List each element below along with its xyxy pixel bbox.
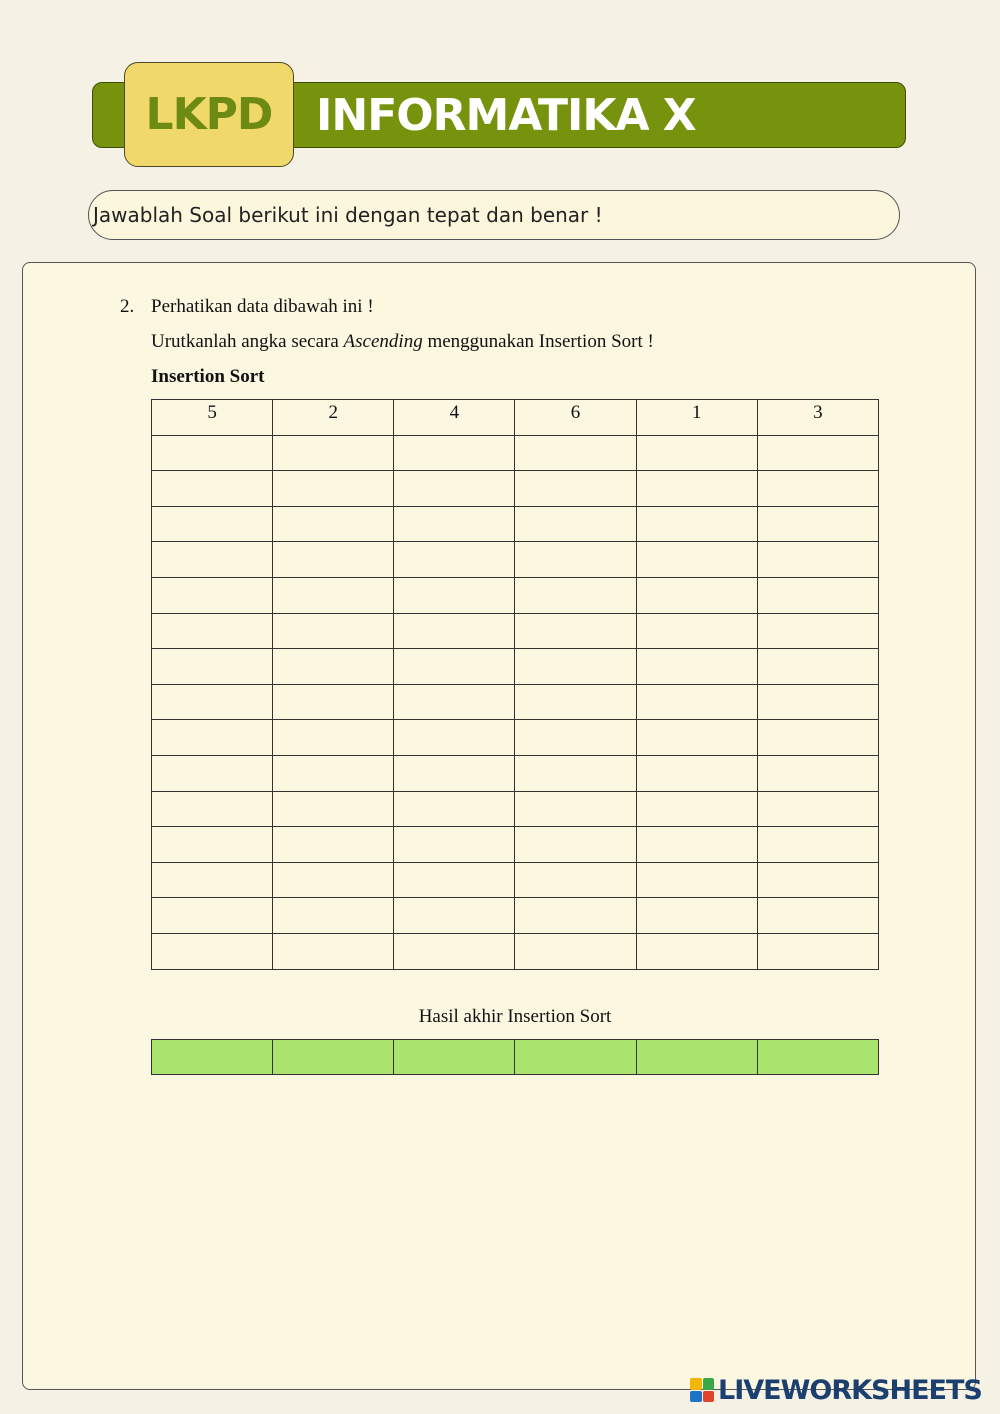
answer-cell[interactable] — [152, 471, 273, 507]
answer-cell[interactable] — [515, 435, 636, 471]
insertion-sort-table — [151, 399, 879, 970]
answer-cell[interactable] — [152, 684, 273, 720]
answer-cell[interactable] — [394, 435, 515, 471]
result-cell[interactable] — [394, 1040, 515, 1075]
answer-cell[interactable] — [515, 542, 636, 578]
initial-data-row — [152, 400, 879, 436]
lkpd-badge — [124, 62, 294, 167]
answer-cell[interactable] — [757, 862, 878, 898]
answer-cell[interactable] — [757, 898, 878, 934]
answer-cell[interactable] — [636, 827, 757, 863]
answer-cell[interactable] — [636, 862, 757, 898]
logo-square — [690, 1391, 702, 1403]
answer-cell[interactable] — [273, 506, 394, 542]
answer-cell[interactable] — [636, 506, 757, 542]
logo-square — [703, 1391, 715, 1403]
initial-value-cell: 6 — [515, 400, 636, 436]
answer-cell[interactable] — [515, 649, 636, 685]
result-cell[interactable] — [757, 1040, 878, 1075]
answer-cell[interactable] — [636, 898, 757, 934]
answer-cell[interactable] — [636, 720, 757, 756]
answer-cell[interactable] — [394, 720, 515, 756]
answer-cell[interactable] — [152, 506, 273, 542]
answer-cell[interactable] — [636, 471, 757, 507]
answer-cell[interactable] — [152, 933, 273, 969]
answer-cell[interactable] — [515, 827, 636, 863]
answer-row — [152, 577, 879, 613]
answer-cell[interactable] — [273, 933, 394, 969]
answer-row — [152, 755, 879, 791]
result-label: Hasil akhir Insertion Sort — [418, 1006, 612, 1027]
answer-cell[interactable] — [273, 755, 394, 791]
answer-cell[interactable] — [273, 542, 394, 578]
answer-cell[interactable] — [273, 471, 394, 507]
result-row — [152, 1040, 879, 1075]
ascending-term: Ascending — [343, 331, 423, 352]
answer-cell[interactable] — [152, 862, 273, 898]
initial-value-cell: 3 — [757, 400, 878, 436]
answer-cell[interactable] — [394, 791, 515, 827]
answer-cell[interactable] — [152, 649, 273, 685]
answer-row — [152, 613, 879, 649]
answer-row — [152, 720, 879, 756]
answer-cell[interactable] — [515, 791, 636, 827]
answer-cell[interactable] — [152, 542, 273, 578]
answer-cell[interactable] — [394, 755, 515, 791]
initial-value-cell: 1 — [636, 400, 757, 436]
answer-cell[interactable] — [394, 649, 515, 685]
answer-cell[interactable] — [273, 898, 394, 934]
instruction-banner: Jawablah Soal berikut ini dengan tepat dan benar ! — [88, 190, 900, 240]
answer-cell[interactable] — [152, 827, 273, 863]
answer-cell[interactable] — [273, 791, 394, 827]
answer-cell[interactable] — [757, 506, 878, 542]
question-number: 2. — [120, 296, 135, 317]
answer-cell[interactable] — [757, 791, 878, 827]
answer-row — [152, 791, 879, 827]
answer-cell[interactable] — [394, 613, 515, 649]
answer-cell[interactable] — [515, 613, 636, 649]
answer-row — [152, 933, 879, 969]
page-title: INFORMATIKA X — [316, 90, 696, 141]
answer-cell[interactable] — [636, 649, 757, 685]
answer-cell[interactable] — [757, 827, 878, 863]
result-cell[interactable] — [273, 1040, 394, 1075]
answer-cell[interactable] — [273, 684, 394, 720]
answer-cell[interactable] — [152, 613, 273, 649]
badge-label: LKPD — [145, 89, 273, 140]
answer-cell[interactable] — [757, 435, 878, 471]
answer-cell[interactable] — [394, 577, 515, 613]
answer-cell[interactable] — [394, 827, 515, 863]
answer-cell[interactable] — [273, 613, 394, 649]
answer-cell[interactable] — [515, 577, 636, 613]
result-cell[interactable] — [515, 1040, 636, 1075]
initial-value-cell: 4 — [394, 400, 515, 436]
answer-cell[interactable] — [636, 542, 757, 578]
answer-cell[interactable] — [273, 720, 394, 756]
answer-cell[interactable] — [273, 862, 394, 898]
answer-cell[interactable] — [152, 720, 273, 756]
liveworksheets-logo-icon — [690, 1378, 714, 1402]
answer-cell[interactable] — [394, 862, 515, 898]
question-line-2-start: Urutkanlah angka secara — [151, 331, 344, 352]
answer-cell[interactable] — [515, 506, 636, 542]
answer-cell[interactable] — [515, 898, 636, 934]
liveworksheets-brand — [690, 1373, 982, 1407]
answer-cell[interactable] — [515, 933, 636, 969]
answer-cell[interactable] — [515, 684, 636, 720]
answer-cell[interactable] — [515, 720, 636, 756]
answer-cell[interactable] — [152, 577, 273, 613]
answer-row — [152, 862, 879, 898]
answer-cell[interactable] — [636, 933, 757, 969]
answer-cell[interactable] — [394, 471, 515, 507]
answer-cell[interactable] — [394, 684, 515, 720]
answer-cell[interactable] — [152, 755, 273, 791]
logo-square — [690, 1378, 702, 1390]
answer-cell[interactable] — [273, 827, 394, 863]
answer-cell[interactable] — [757, 542, 878, 578]
question-line-1: Perhatikan data dibawah ini ! — [151, 296, 374, 317]
result-cell[interactable] — [636, 1040, 757, 1075]
section-heading: Insertion Sort — [151, 366, 265, 387]
answer-row — [152, 542, 879, 578]
result-table — [151, 1039, 879, 1075]
answer-row — [152, 649, 879, 685]
answer-cell[interactable] — [757, 577, 878, 613]
answer-cell[interactable] — [394, 542, 515, 578]
answer-cell[interactable] — [757, 684, 878, 720]
question-line-2-end: menggunakan Insertion Sort ! — [422, 331, 654, 352]
answer-cell[interactable] — [273, 435, 394, 471]
answer-cell[interactable] — [636, 684, 757, 720]
answer-cell[interactable] — [515, 471, 636, 507]
answer-cell[interactable] — [636, 435, 757, 471]
result-cell[interactable] — [152, 1040, 273, 1075]
initial-value-cell: 2 — [273, 400, 394, 436]
answer-cell[interactable] — [394, 506, 515, 542]
question-line-2 — [151, 331, 654, 353]
logo-square — [703, 1378, 715, 1390]
answer-cell[interactable] — [152, 898, 273, 934]
answer-cell[interactable] — [757, 471, 878, 507]
answer-cell[interactable] — [515, 862, 636, 898]
answer-cell[interactable] — [273, 649, 394, 685]
answer-cell[interactable] — [636, 791, 757, 827]
answer-cell[interactable] — [757, 613, 878, 649]
answer-cell[interactable] — [515, 755, 636, 791]
answer-cell[interactable] — [636, 755, 757, 791]
brand-name: LIVEWORKSHEETS — [718, 1374, 982, 1406]
answer-cell[interactable] — [273, 577, 394, 613]
answer-cell[interactable] — [636, 613, 757, 649]
answer-cell[interactable] — [394, 898, 515, 934]
answer-cell[interactable] — [757, 755, 878, 791]
answer-row — [152, 827, 879, 863]
answer-cell[interactable] — [152, 791, 273, 827]
answer-cell[interactable] — [757, 933, 878, 969]
answer-row — [152, 506, 879, 542]
answer-row — [152, 471, 879, 507]
answer-row — [152, 898, 879, 934]
answer-row — [152, 435, 879, 471]
answer-row — [152, 684, 879, 720]
initial-value-cell: 5 — [152, 400, 273, 436]
answer-cell[interactable] — [394, 933, 515, 969]
answer-cell[interactable] — [152, 435, 273, 471]
answer-cell[interactable] — [757, 720, 878, 756]
answer-cell[interactable] — [636, 577, 757, 613]
answer-cell[interactable] — [757, 649, 878, 685]
